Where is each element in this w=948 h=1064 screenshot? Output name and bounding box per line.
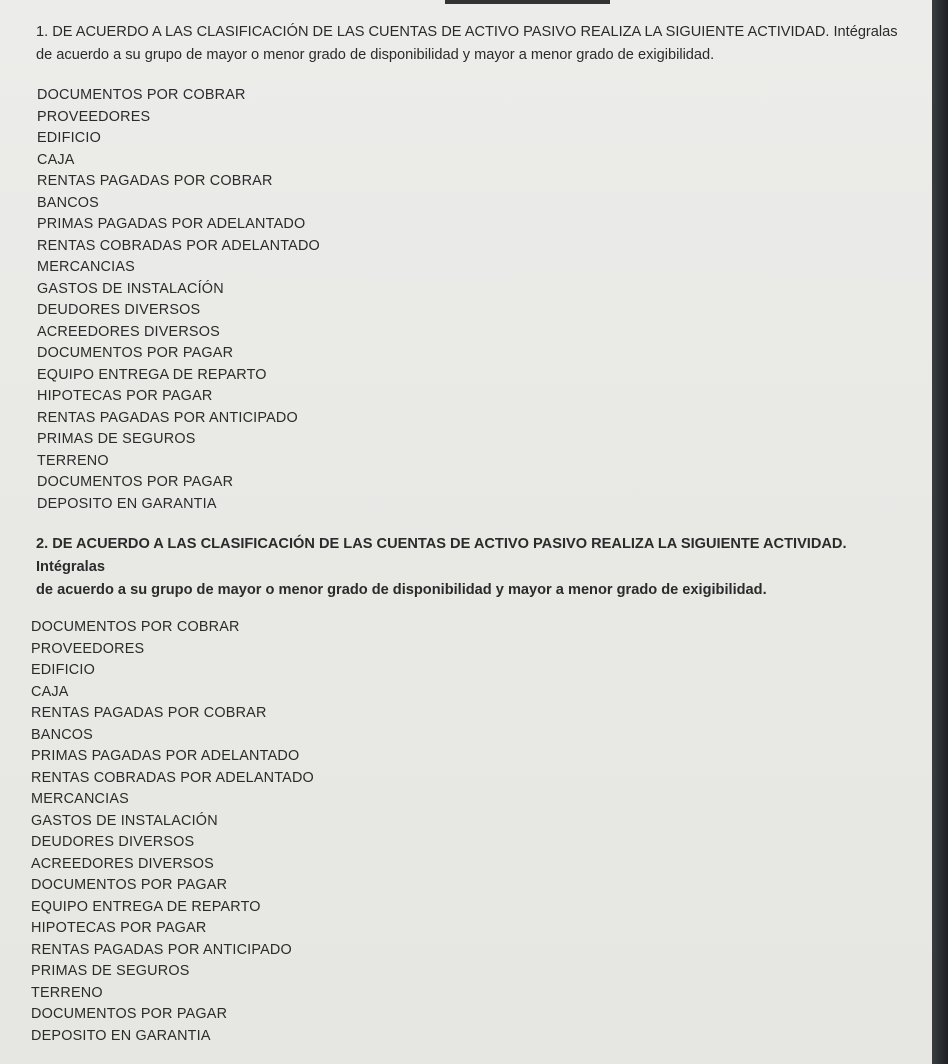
account-item: RENTAS PAGADAS POR ANTICIPADO (31, 941, 292, 958)
account-item: DOCUMENTOS POR COBRAR (37, 87, 246, 103)
account-item: RENTAS PAGADAS POR COBRAR (31, 705, 267, 721)
account-item: EQUIPO ENTREGA DE REPARTO (37, 366, 267, 383)
account-list-1 (37, 85, 320, 515)
account-item: CAJA (31, 683, 69, 700)
question-1 (36, 21, 906, 67)
account-item: EDIFICIO (31, 662, 95, 678)
page-edge-shadow (932, 0, 948, 1064)
account-item: GASTOS DE INSTALACIÓN (31, 812, 218, 829)
account-item: BANCOS (31, 726, 93, 743)
account-item: CAJA (37, 151, 75, 168)
account-item: MERCANCIAS (31, 791, 129, 807)
account-item: DEPOSITO EN GARANTIA (37, 495, 217, 512)
account-item: EDIFICIO (37, 130, 101, 146)
account-item: DOCUMENTOS POR COBRAR (31, 619, 240, 635)
account-item: PRIMAS DE SEGUROS (37, 431, 196, 447)
account-item: RENTAS PAGADAS POR COBRAR (37, 173, 273, 189)
question-2-line-1: 2. DE ACUERDO A LAS CLASIFICACIÓN DE LAS CUENTAS DE ACTIVO PASIVO REALIZA LA SIGUIENTE ACTIVIDAD. Intégralas (36, 536, 847, 575)
question-2 (36, 533, 906, 602)
account-item: ACREEDORES DIVERSOS (31, 855, 214, 872)
account-item: DEUDORES DIVERSOS (37, 302, 201, 318)
account-item: RENTAS COBRADAS POR ADELANTADO (31, 769, 314, 786)
account-item: BANCOS (37, 194, 99, 211)
account-item: HIPOTECAS POR PAGAR (31, 920, 207, 936)
account-item: EQUIPO ENTREGA DE REPARTO (31, 898, 261, 915)
account-item: TERRENO (37, 452, 109, 469)
account-item: DOCUMENTOS POR PAGAR (37, 474, 234, 490)
account-item: RENTAS COBRADAS POR ADELANTADO (37, 237, 320, 254)
account-item: PROVEEDORES (37, 108, 151, 125)
question-1-line-1: 1. DE ACUERDO A LAS CLASIFICACIÓN DE LAS CUENTAS DE ACTIVO PASIVO REALIZA LA SIGUIENTE ACTIVIDAD. Intégralas (36, 24, 898, 40)
account-item: PRIMAS DE SEGUROS (31, 963, 190, 979)
account-item: DOCUMENTOS POR PAGAR (31, 1006, 228, 1022)
account-item: DEUDORES DIVERSOS (31, 834, 195, 850)
account-item: DEPOSITO EN GARANTIA (31, 1027, 211, 1044)
account-item: DOCUMENTOS POR PAGAR (31, 877, 228, 893)
question-1-line-2: de acuerdo a su grupo de mayor o menor grado de disponibilidad y mayor a menor grado de exigibilidad. (36, 47, 715, 63)
page-top-mark (445, 0, 610, 4)
account-item: RENTAS PAGADAS POR ANTICIPADO (37, 409, 298, 426)
account-item: PRIMAS PAGADAS POR ADELANTADO (37, 216, 306, 232)
account-item: ACREEDORES DIVERSOS (37, 323, 220, 340)
account-list-2 (31, 617, 314, 1047)
account-item: HIPOTECAS POR PAGAR (37, 388, 213, 404)
question-2-line-2: de acuerdo a su grupo de mayor o menor grado de disponibilidad y mayor a menor grado de exigibilidad. (36, 582, 767, 598)
account-item: GASTOS DE INSTALACÍÓN (37, 280, 224, 297)
account-item: DOCUMENTOS POR PAGAR (37, 345, 234, 361)
account-item: MERCANCIAS (37, 259, 135, 275)
account-item: PROVEEDORES (31, 640, 145, 657)
account-item: TERRENO (31, 984, 103, 1001)
account-item: PRIMAS PAGADAS POR ADELANTADO (31, 748, 300, 764)
